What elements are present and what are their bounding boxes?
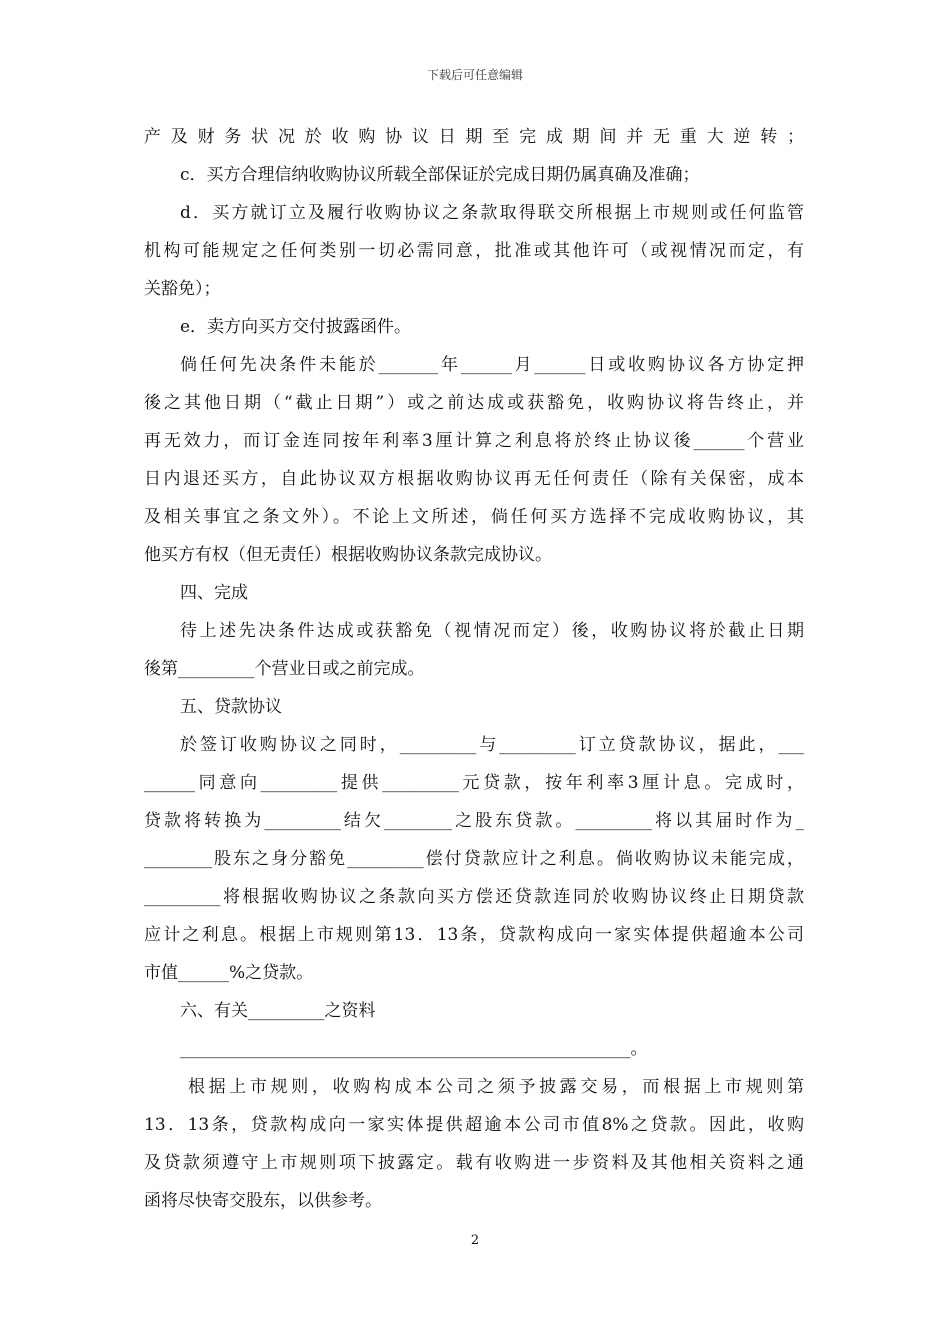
- paragraph-line: 日内退还买方，自此协议双方根据收购协议再无任何责任（除有关保密，成本: [144, 469, 804, 489]
- paragraph-line: 产及财务状况於收购协议日期至完成期间并无重大逆转；: [144, 127, 804, 147]
- paragraph-line: 应计之利息。根据上市规则第13．13条，贷款构成向一家实体提供超逾本公司: [144, 925, 804, 945]
- paragraph-line: 於签订收购协议之同时，_________与_________订立贷款协议，据此，___: [180, 735, 804, 755]
- paragraph-line: _________将根据收购协议之条款向买方偿还贷款连同於收购协议终止日期贷款: [144, 887, 804, 907]
- page-header: 下载后可任意编辑: [426, 68, 523, 82]
- paragraph-line: 後之其他日期（“截止日期”）或之前达成或获豁免，收购协议将告终止，并: [144, 393, 804, 413]
- paragraph-line: 根据上市规则，收购构成本公司之须予披露交易，而根据上市规则第: [188, 1077, 804, 1097]
- page-number: 2: [470, 1233, 480, 1248]
- paragraph-line: 函将尽快寄交股东，以供参考。: [144, 1191, 382, 1211]
- paragraph-line: 倘任何先决条件未能於_______年______月______日或收购协议各方协定押: [180, 355, 804, 375]
- clause-e: e．卖方向买方交付披露函件。: [180, 317, 412, 337]
- paragraph-line: 再无效力，而订金连同按年利率3厘计算之利息将於终止协议後______个营业: [144, 431, 804, 451]
- paragraph-line: 机构可能规定之任何类别一切必需同意，批准或其他许可（或视情况而定，有: [144, 241, 804, 261]
- section-heading-completion: 四、完成: [180, 583, 248, 603]
- paragraph-line: 13．13条，贷款构成向一家实体提供超逾本公司市值8%之贷款。因此，收购: [144, 1115, 804, 1135]
- paragraph-line: 後第_________个营业日或之前完成。: [144, 659, 425, 679]
- paragraph-line: 待上述先决条件达成或获豁免（视情况而定）後，收购协议将於截止日期: [180, 621, 804, 641]
- paragraph-line: 关豁免）；: [144, 279, 221, 299]
- blank-line: _____________________________________________________。: [180, 1039, 648, 1059]
- clause-d: d．买方就订立及履行收购协议之条款取得联交所根据上市规则或任何监管: [180, 203, 804, 223]
- paragraph-line: ________股东之身分豁免_________偿付贷款应计之利息。倘收购协议未能完成，: [144, 849, 804, 869]
- paragraph-line: 及贷款须遵守上市规则项下披露定。载有收购进一步资料及其他相关资料之通: [144, 1153, 804, 1173]
- paragraph-line: 他买方有权（但无责任）根据收购协议条款完成协议。: [144, 545, 552, 565]
- paragraph-line: 市值______%之贷款。: [144, 963, 314, 983]
- section-heading-loan-agreement: 五、贷款协议: [180, 697, 282, 717]
- section-heading-information: 六、有关_________之资料: [180, 1001, 376, 1021]
- clause-c: c．买方合理信纳收购协议所载全部保证於完成日期仍属真确及准确；: [180, 165, 700, 185]
- paragraph-line: 贷款将转换为_________结欠________之股东贷款。_________将以其届时作为_: [144, 811, 804, 831]
- paragraph-line: ______同意向_________提供_________元贷款，按年利率3厘计息。完成时，: [144, 773, 804, 793]
- paragraph-line: 及相关事宜之条文外）。不论上文所述，倘任何买方选择不完成收购协议，其: [144, 507, 804, 527]
